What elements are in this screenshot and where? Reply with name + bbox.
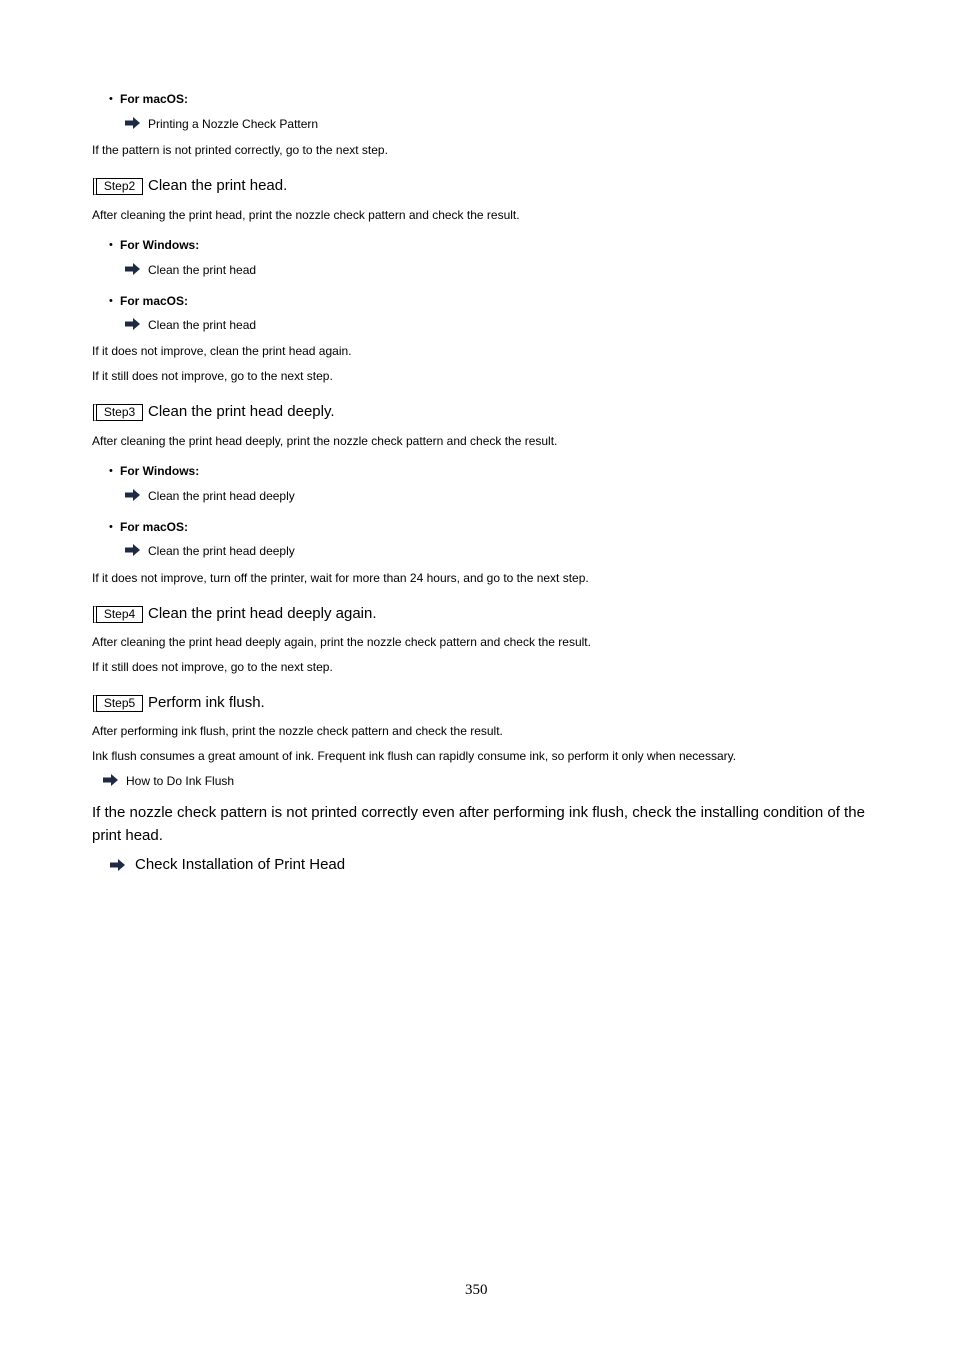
right-arrow-icon: [125, 117, 140, 129]
step2-title: Clean the print head.: [148, 177, 288, 194]
bullet-dot: •: [109, 465, 113, 477]
step2-intro: After cleaning the print head, print the nozzle check pattern and check the result.: [92, 208, 520, 222]
right-arrow-icon: [125, 318, 140, 330]
bullet-dot: •: [109, 93, 113, 105]
note-text: If it does not improve, turn off the printer, wait for more than 24 hours, and go to the next step.: [92, 571, 589, 585]
link-check-installation-print-head[interactable]: Check Installation of Print Head: [135, 856, 346, 873]
bullet-dot: •: [109, 295, 113, 307]
bullet-dot: •: [109, 239, 113, 251]
right-arrow-icon: [125, 263, 140, 275]
right-arrow-icon: [103, 774, 118, 786]
link-clean-print-head-windows[interactable]: Clean the print head: [148, 263, 257, 277]
right-arrow-icon: [110, 859, 125, 871]
step5-badge: Step5: [93, 695, 143, 712]
link-clean-print-head-macos[interactable]: Clean the print head: [148, 318, 257, 332]
note-text: If it does not improve, clean the print head again.: [92, 344, 352, 358]
macos-label: For macOS:: [120, 294, 189, 308]
step5-title: Perform ink flush.: [148, 694, 265, 711]
link-clean-print-head-deeply-macos[interactable]: Clean the print head deeply: [148, 544, 295, 558]
note-text: If the pattern is not printed correctly, go to the next step.: [92, 143, 388, 157]
step3-intro: After cleaning the print head deeply, print the nozzle check pattern and check the result.: [92, 434, 558, 448]
right-arrow-icon: [125, 489, 140, 501]
step5-intro: After performing ink flush, print the nozzle check pattern and check the result.: [92, 724, 503, 738]
bullet-dot: •: [109, 521, 113, 533]
windows-label: For Windows:: [120, 464, 200, 478]
link-printing-nozzle-check-pattern[interactable]: Printing a Nozzle Check Pattern: [148, 117, 319, 131]
link-clean-print-head-deeply-windows[interactable]: Clean the print head deeply: [148, 489, 295, 503]
step4-badge: Step4: [93, 606, 143, 623]
link-how-to-do-ink-flush[interactable]: How to Do Ink Flush: [126, 774, 235, 788]
note-text: If it still does not improve, go to the next step.: [92, 660, 333, 674]
step3-badge: Step3: [93, 404, 143, 421]
ink-flush-warning: Ink flush consumes a great amount of ink. Frequent ink flush can rapidly consume ink, so perform it only when necessary.: [92, 749, 737, 763]
step3-title: Clean the print head deeply.: [148, 403, 335, 420]
page-number: 350: [465, 1282, 488, 1298]
step4-title: Clean the print head deeply again.: [148, 605, 377, 622]
step4-intro: After cleaning the print head deeply again, print the nozzle check pattern and check the result.: [92, 635, 591, 649]
windows-label: For Windows:: [120, 238, 200, 252]
note-text: If it still does not improve, go to the next step.: [92, 369, 333, 383]
macos-label: For macOS:: [120, 520, 189, 534]
right-arrow-icon: [125, 544, 140, 556]
final-paragraph: If the nozzle check pattern is not printed correctly even after performing ink flush, check the installing condition of the print head.: [92, 804, 865, 844]
step2-badge: Step2: [93, 178, 143, 195]
macos-label: For macOS:: [120, 92, 189, 106]
